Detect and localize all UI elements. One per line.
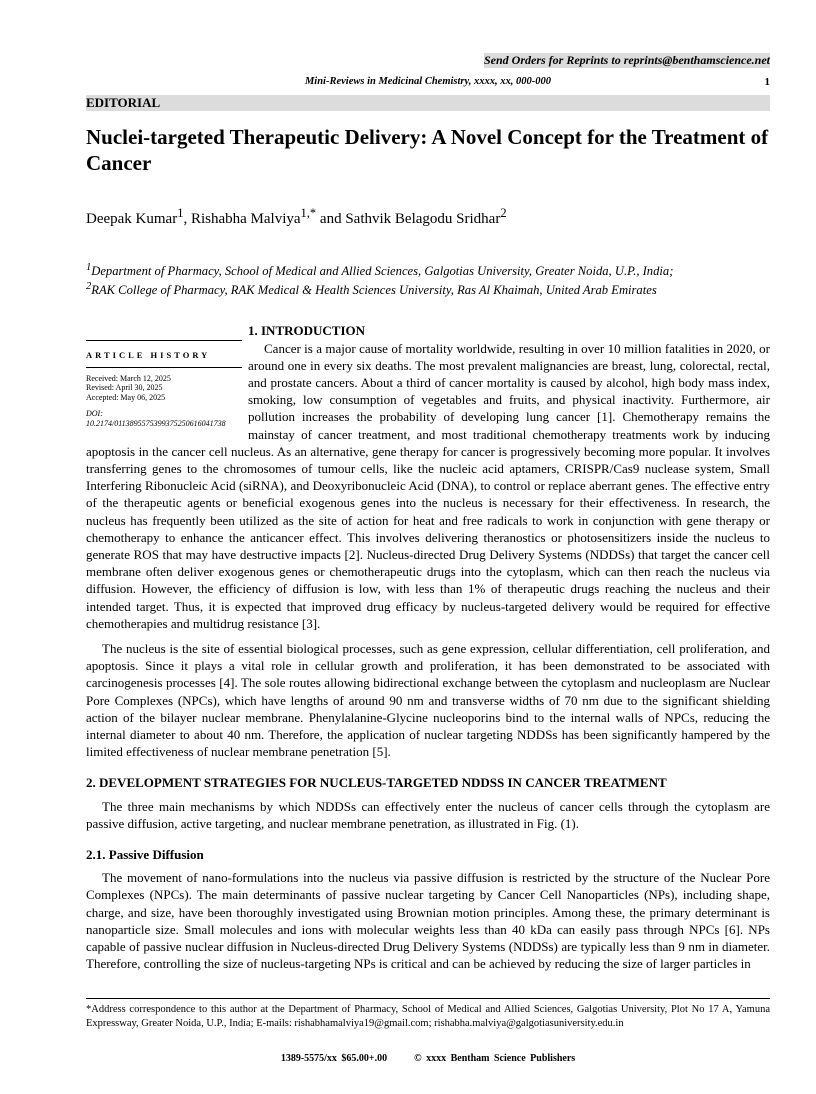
doi-link[interactable]: 10.2174/0113895575399375250616041738 <box>86 418 226 428</box>
author: , Rishabha Malviya <box>183 211 301 227</box>
correspondence-footnote: *Address correspondence to this author at the Department of Pharmacy, School of Medical and Allied Sciences, Galgotias University, Plot No 17 A, Yamuna Expressway, Greater Noida, U.P., India; E-mails: rishabhamalviya19@gmail.com; rishabha.malviya@galgotiasuniversity.edu.in <box>86 998 770 1031</box>
heading-strategies: 2. DEVELOPMENT STRATEGIES FOR NUCLEUS-TARGETED NDDSS IN CANCER TREATMENT <box>86 775 667 791</box>
journal-citation: Mini-Reviews in Medicinal Chemistry, xxxx, xx, 000-000 <box>304 76 552 87</box>
affiliation: $^2$RAK College of Pharmacy, RAK Medical & Health Sciences University, Ras Al Khaimah, United Arab Emirates <box>86 281 657 298</box>
author-sup: 1 <box>177 206 184 220</box>
heading-introduction: 1. INTRODUCTION <box>248 323 366 339</box>
page-number: 1 <box>764 76 770 88</box>
author-sup: 1,* <box>300 206 317 220</box>
affiliation: $^1$Department of Pharmacy, School of Medical and Allied Sciences, Galgotias University, Greater Noida, U.P., India; <box>86 262 674 279</box>
publisher-footer: 1389-5575/xx $65.00+.00 © xxxx Bentham Science Publishers <box>280 1053 576 1065</box>
running-header <box>86 76 770 90</box>
doi: DOI: 10.2174/0113895575399375250616041738 <box>86 409 226 428</box>
paper-title: Nuclei-targeted Therapeutic Delivery: A Novel Concept for the Treatment of Cancer <box>86 125 769 175</box>
author: and Sathvik Belagodu Sridhar <box>316 211 501 227</box>
article-history <box>86 340 242 435</box>
paragraph: Cancer is a major cause of mortality worldwide, resulting in over 10 million fatalities in 2020, or around one in every six deaths. The most prevalent malignancies are breast, lung, colorectal, rectal, and prostate cancers. About a third of cancer mortality is caused by alcohol, high body mass index, smoking, low consumption of vegetables and fruits, and physical inactivity. Furthermore, air pollution increases the probability of developing lung cancer [1]. Chemotherapy remains the mainstay of cancer treatment, and most traditional chemotherapy treatments work by inducing apoptosis in the cancer cell nucleus. As an alternative, gene therapy for cancer is progressively becoming more popular. It involves transferring genes to the chromosomes of tumour cells, like the nucleic acid aptamers, CRISPR/Cas9 nuclease system, Small Interfering Ribonucleic Acid (siRNA), and Deoxyribonucleic Acid (DNA), to control or replace aberrant genes. The effective entry of the therapeutic agents or beneficial exogenous genes into the nucleus is necessary for their effectiveness. In research, the nucleus has frequently been utilized as the site of action for heat and free radicals to work in conjunction with gene therapy or chemotherapy to enhance the anticancer effect. This involves delivering theranostics or photosensitizers inside the nucleus to generate ROS that may have destructive impacts [2]. Nucleus-directed Drug Delivery Systems (NDDSs) that target the cancer cell membrane often deliver exogenous genes or chemotherapeutic drugs into the cytoplasm, which can then reach the nucleus via diffusion. However, the efficiency of diffusion is low, with less than 1% of therapeutic drugs reaching the nucleus and their intended target. Thus, it is expected that improved drug efficacy by nucleus-targeted delivery would be required for effective chemotherapies and multidrug resistance [3]. <box>86 340 770 631</box>
paragraph: The movement of nano-formulations into the nucleus via passive diffusion is restricted by the structure of the Nuclear Pore Complexes (NPCs). The main determinants of passive nuclear targeting by Cancer Cell Nanoparticles (NPs), including shape, charge, and size, have been thoroughly investigated using Brownian motion principles. Among these, the primary determinant is nanoparticle size. Small molecules and ions with molecular weights less than 40 kDa can easily pass through NPCs [6]. NPs capable of passive nuclear diffusion in Nucleus-directed Drug Delivery Systems (NDDSs) are typically less than 9 nm in diameter. Therefore, controlling the size of nucleus-targeting NPs is critical and can be achieved by reducing the size of larger particles in <box>86 870 770 972</box>
paragraph: The nucleus is the site of essential biological processes, such as gene expression, cellular differentiation, cell proliferation, and apoptosis. Since it plays a vital role in cellular growth and proliferation, it has been demonstrated to be associated with carcinogenesis processes [4]. The sole routes allowing bidirectional exchange between the cytoplasm and nucleoplasm are Nuclear Pore Complexes (NPCs), which have lengths of around 90 nm and transverse widths of 70 nm due to the significant shielding action of the bilayer nuclear membrane. Phenylalanine-Glycine nucleoporins bind to the internal walls of NPCs, reducing the internal diameter to about 40 nm. Therefore, the application of nuclear targeting NDDSs has been significantly hampered by the limited effectiveness of nuclear membrane penetration [5]. <box>86 641 770 760</box>
paragraph: The three main mechanisms by which NDDSs can effectively enter the nucleus of cancer cells through the cytoplasm are passive diffusion, active targeting, and nuclear membrane penetration, as illustrated in Fig. (1). <box>86 798 770 831</box>
author: Deepak Kumar <box>86 211 178 227</box>
affiliations <box>86 260 770 298</box>
heading-passive-diffusion: 2.1. Passive Diffusion <box>86 847 204 863</box>
reprint-notice: Send Orders for Reprints to reprints@benthamscience.net <box>484 53 771 67</box>
history-heading: ARTICLE HISTORY <box>86 351 242 368</box>
author-sup: 2 <box>500 206 507 220</box>
section-type: EDITORIAL <box>86 95 770 111</box>
authors <box>86 204 770 228</box>
history-dates: Received: March 12, 2025 Revised: April 30, 2025 Accepted: May 06, 2025 <box>86 373 171 402</box>
body-text <box>86 322 770 980</box>
